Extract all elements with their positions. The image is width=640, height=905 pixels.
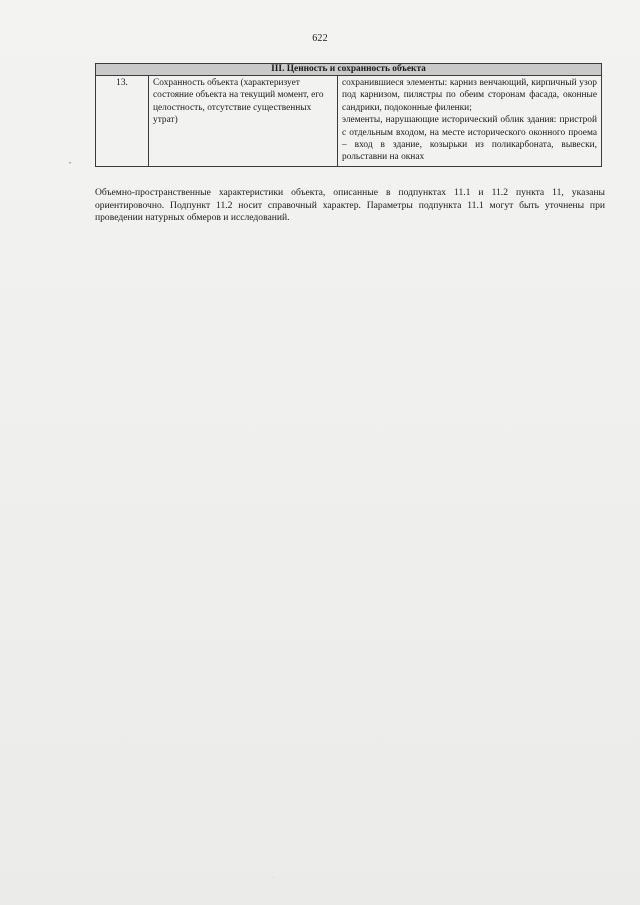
heritage-table [95, 63, 602, 167]
violating-elements-text: элементы, нарушающие исторический облик здания: пристрой с отдельным входом, на месте исторического оконного проема – вход в здание, козырьки из поликарбоната, вывески, рольставни на окнах [342, 115, 597, 163]
section-header-row [96, 64, 602, 76]
page-number: 622 [312, 33, 328, 44]
row-number: 13. [96, 76, 149, 167]
section-title: III. Ценность и сохранность объекта [96, 64, 602, 76]
bottom-mark: · [272, 876, 274, 881]
table-row [96, 76, 602, 167]
preserved-elements-text: сохранившиеся элементы: карниз венчающий, кирпичный узор под карнизом, пилястры по обеим сторонам фасада, оконные сандрики, подоконные филенки; [342, 78, 597, 113]
footnote-paragraph: Объемно-пространственные характеристики объекта, описанные в подпунктах 11.1 и 11.2 пункта 11, указаны ориентировочно. Подпункт 11.2 носит справочный характер. Параметры подпункта 11.1 могут быть уточнены при проведении натурных обмеров и исследований. [95, 187, 605, 224]
row-name: Сохранность объекта (характеризует состояние объекта на текущий момент, его целостность, отсутствие существенных утрат) [149, 76, 338, 167]
margin-mark: • [69, 161, 72, 167]
row-description [338, 76, 602, 167]
